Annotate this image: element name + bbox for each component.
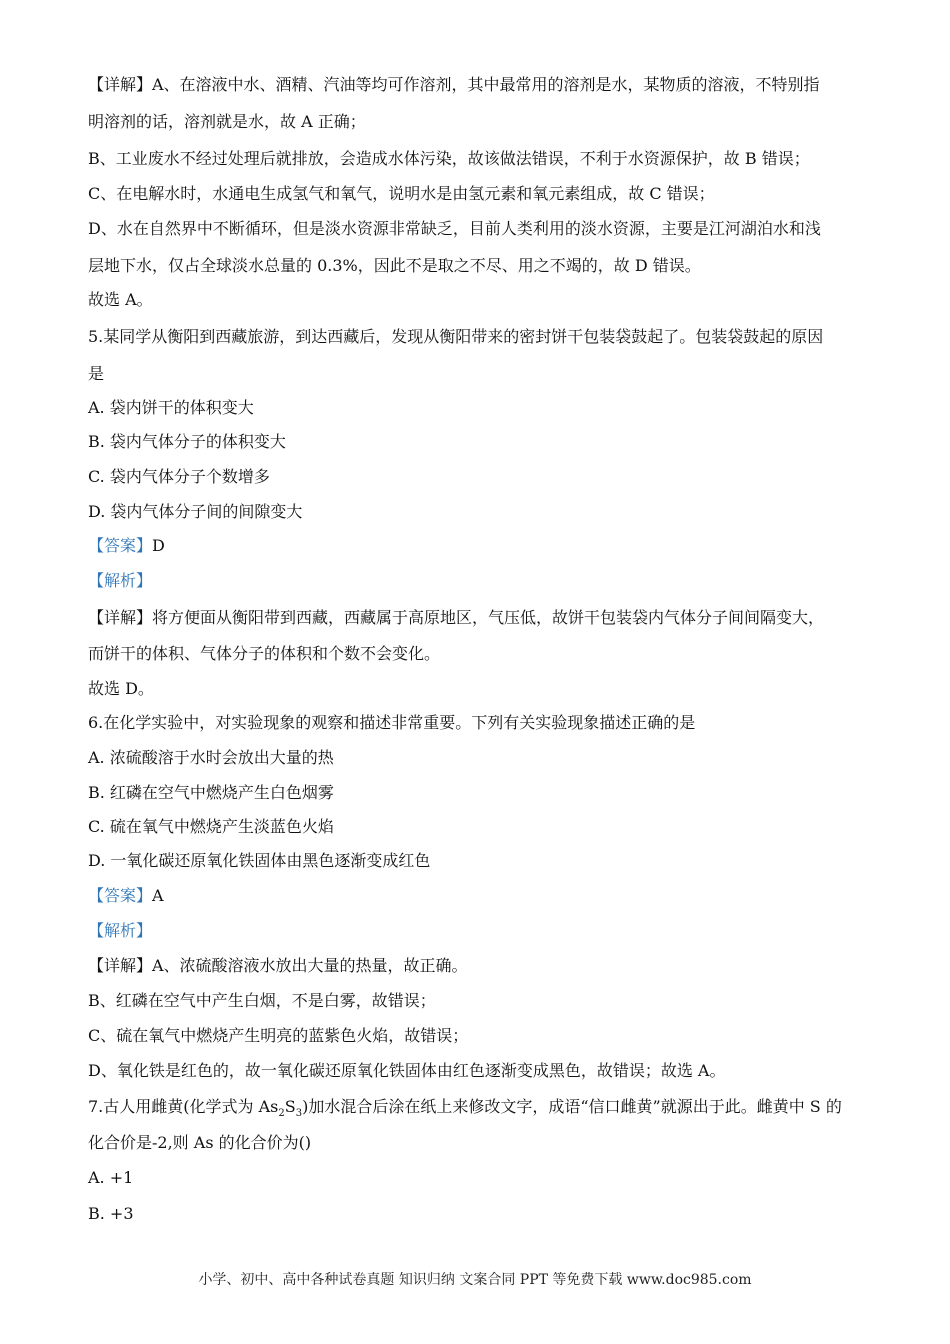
q5-choose: 故选 D。	[88, 679, 154, 698]
q6-detail-b: B、红磷在空气中产生白烟，不是白雾，故错误；	[88, 991, 436, 1010]
subscript: 2	[278, 1108, 285, 1120]
q4-detail-b: B、工业废水不经过处理后就排放，会造成水体污染，故该做法错误，不利于水资源保护，故 B 错误；	[88, 149, 810, 168]
q6-option-c: C. 硫在氧气中燃烧产生淡蓝色火焰	[88, 817, 334, 836]
q6-answer	[88, 885, 164, 907]
q7-stem-mid: S	[284, 1097, 296, 1116]
q6-detail-d: D、氧化铁是红色的，故一氧化碳还原氧化铁固体由红色逐渐变成黑色，故错误；故选 A。	[88, 1061, 726, 1080]
q6-analysis-label: 【解析】	[88, 921, 153, 940]
q6-stem: 6.在化学实验中，对实验现象的观察和描述非常重要。下列有关实验现象描述正确的是	[88, 713, 696, 732]
q4-detail-line2: 明溶剂的话，溶剂就是水，故 A 正确；	[88, 112, 366, 131]
q4-detail-d-line1: D、水在自然界中不断循环，但是淡水资源非常缺乏，目前人类利用的淡水资源，主要是江河湖泊水和浅	[88, 219, 821, 238]
q5-analysis-label: 【解析】	[88, 571, 153, 590]
q5-stem-line2: 是	[88, 364, 105, 383]
q6-detail-c: C、硫在氧气中燃烧产生明亮的蓝紫色火焰，故错误；	[88, 1026, 469, 1045]
q5-option-a: A. 袋内饼干的体积变大	[88, 398, 254, 417]
q4-choose: 故选 A。	[88, 290, 153, 309]
q6-option-b: B. 红磷在空气中燃烧产生白色烟雾	[88, 783, 334, 802]
q7-stem-post: )加水混合后涂在纸上来修改文字，成语“信口雌黄”就源出于此。雌黄中 S 的	[302, 1097, 842, 1116]
q7-stem-line2: 化合价是-2,则 As 的化合价为()	[88, 1133, 312, 1152]
q6-option-a: A. 浓硫酸溶于水时会放出大量的热	[88, 748, 334, 767]
answer-value: D	[152, 536, 165, 555]
q5-answer	[88, 535, 165, 557]
q6-option-d: D. 一氧化碳还原氧化铁固体由黑色逐渐变成红色	[88, 851, 431, 870]
q6-detail-line1: 【详解】A、浓硫酸溶液水放出大量的热量，故正确。	[88, 956, 468, 975]
q5-detail-line1: 【详解】将方便面从衡阳带到西藏，西藏属于高原地区，气压低，故饼干包装袋内气体分子间间隔变大，	[88, 608, 825, 627]
q5-stem-line1: 5.某同学从衡阳到西藏旅游，到达西藏后，发现从衡阳带来的密封饼干包装袋鼓起了。包装袋鼓起的原因	[88, 327, 824, 346]
q5-option-c: C. 袋内气体分子个数增多	[88, 467, 270, 486]
q4-detail-c: C、在电解水时，水通电生成氢气和氧气，说明水是由氢元素和氧元素组成，故 C 错误；	[88, 184, 715, 203]
q5-option-d: D. 袋内气体分子间的间隙变大	[88, 502, 303, 521]
subscript: 3	[295, 1108, 303, 1120]
q5-detail-line2: 而饼干的体积、气体分子的体积和个数不会变化。	[88, 644, 441, 663]
q7-stem-pre: 7.古人用雌黄(化学式为 As	[88, 1097, 279, 1116]
q4-detail-line1: 【详解】A、在溶液中水、酒精、汽油等均可作溶剂，其中最常用的溶剂是水，某物质的溶液，不特别指	[88, 75, 820, 94]
answer-label: 【答案】	[88, 536, 153, 555]
answer-label: 【答案】	[88, 886, 153, 905]
q7-option-a: A. +1	[88, 1168, 134, 1187]
page-footer: 小学、初中、高中各种试卷真题 知识归纳 文案合同 PPT 等免费下载 www.doc985.com	[198, 1272, 752, 1288]
q7-option-b: B. +3	[88, 1204, 134, 1223]
q7-stem-line1	[88, 1096, 842, 1118]
answer-value: A	[152, 886, 164, 905]
q4-detail-d-line2: 层地下水，仅占全球淡水总量的 0.3%，因此不是取之不尽、用之不竭的，故 D 错误。	[88, 256, 701, 275]
q5-option-b: B. 袋内气体分子的体积变大	[88, 432, 286, 451]
